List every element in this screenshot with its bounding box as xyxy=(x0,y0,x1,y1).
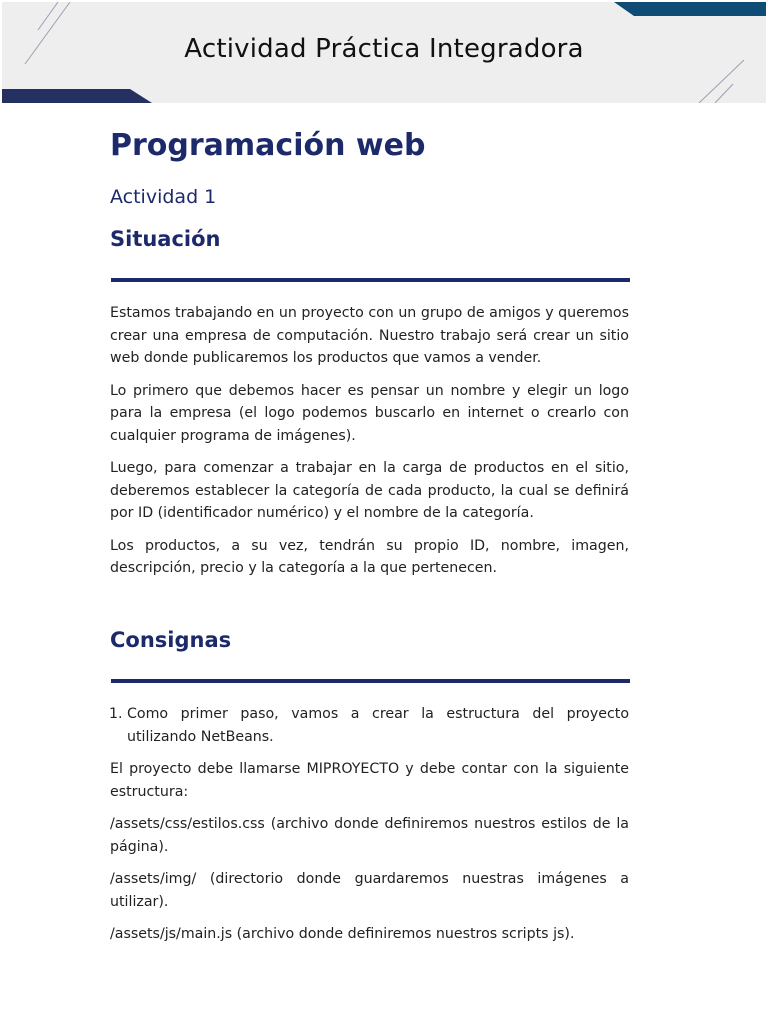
divider xyxy=(111,278,630,282)
paragraph: Los productos, a su vez, tendrán su propio ID, nombre, imagen, descripción, precio y la categoría a la que pertenecen. xyxy=(110,537,629,576)
activity-subtitle: Actividad 1 xyxy=(110,186,217,208)
page-title: Programación web xyxy=(110,128,426,163)
paragraph: El proyecto debe llamarse MIPROYECTO y debe contar con la siguiente estructura: xyxy=(110,761,629,800)
section-heading-consignas: Consignas xyxy=(110,628,232,652)
paragraph: /assets/img/ (directorio donde guardaremos nuestras imágenes a utilizar). xyxy=(110,871,629,910)
paragraph: /assets/css/estilos.css (archivo donde definiremos nuestros estilos de la página). xyxy=(110,816,629,855)
header-title: Actividad Práctica Integradora xyxy=(184,34,584,64)
section-heading-situacion: Situación xyxy=(110,227,221,251)
paragraph: /assets/js/main.js (archivo donde definiremos nuestros scripts js). xyxy=(110,926,575,942)
paragraph: Lo primero que debemos hacer es pensar un nombre y elegir un logo para la empresa (el logo podemos buscarlo en internet o crearlo con cualquier programa de imágenes). xyxy=(110,382,629,444)
consignas-body xyxy=(110,703,629,956)
situacion-body xyxy=(110,302,629,590)
paragraph: Estamos trabajando en un proyecto con un grupo de amigos y queremos crear una empresa de computación. Nuestro trabajo será crear un sitio web donde publicaremos los productos que vamos a vender. xyxy=(110,305,629,366)
header-banner xyxy=(2,2,766,103)
divider xyxy=(111,679,630,683)
list-item: 1. Como primer paso, vamos a crear la estructura del proyecto utilizando NetBeans. xyxy=(127,703,629,748)
paragraph: Luego, para comenzar a trabajar en la carga de productos en el sitio, deberemos establecer la categoría de cada producto, la cual se definirá por ID (identificador numérico) y el nombre de la categoría. xyxy=(110,460,629,521)
